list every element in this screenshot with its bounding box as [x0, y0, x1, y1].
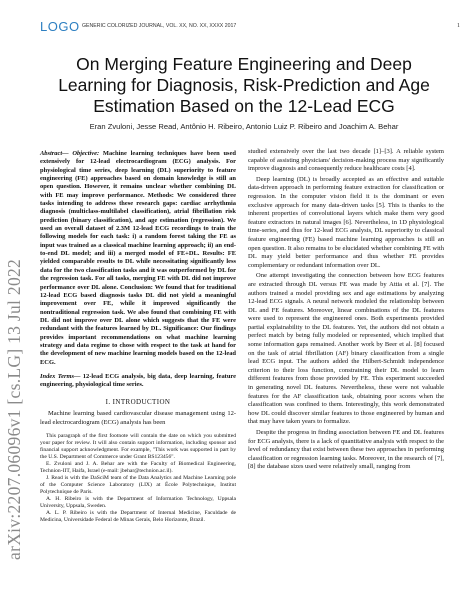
- section-heading: I. INTRODUCTION: [105, 397, 171, 406]
- index-terms-label: Index Terms—: [40, 372, 81, 380]
- index-terms-text: 12-lead ECG analysis, big data, deep learning, feature engineering, physiological time series.: [40, 372, 237, 389]
- running-header: [40, 19, 464, 36]
- footnote: E. Zvuloni and J. A. Behar are with the Faculty of Biomedical Engineering, Technion-IIT, Haifa, Israel (e-mail: jbehar@technion.ac.il).: [40, 461, 236, 475]
- page-number: 1: [457, 23, 460, 29]
- abstract-label: Abstract— Objective:: [40, 150, 100, 157]
- footnote: This paragraph of the first footnote will contain the date on which you submitted your paper for review. It will also contain support information, including sponsor and financial support acknowledgment. For example, "This work was supported in part by the U.S. Department of Commerce under Grant BS123456".: [40, 433, 236, 461]
- journal-line: GENERIC COLORIZED JOURNAL, VOL. XX, NO. XX, XXXX 2017: [82, 23, 237, 29]
- body-paragraph: studied extensively over the last two decade [1]–[3]. A reliable system capable of assisting physicians' decision-making process may significantly improve diagnosis and consequently reduce healthcare costs [4].: [248, 148, 444, 173]
- footnotes: [40, 433, 236, 524]
- journal-logo: LOGO: [40, 19, 80, 34]
- paper-title: On Merging Feature Engineering and Deep Learning for Diagnosis, Risk-Prediction and Age Estimation Based on the 12-Lead ECG: [58, 54, 430, 116]
- body-paragraph: Despite the progress in finding association between FE and DL features for ECG analysis, there is a lack of quantitative analysis with respect to the level of redundancy that exist between these two approaches in performing classification or regression learning tasks. Moreover, in the research of [7], [8] the database sizes used were relatively small, ranging from: [248, 429, 444, 471]
- abstract: [40, 150, 236, 367]
- footnote: A. H. Ribeiro is with the Department of Information Technology, Uppsala University, Uppsala, Sweden.: [40, 496, 236, 510]
- arxiv-identifier: arXiv:2207.06096v1 [cs.LG] 13 Jul 2022: [4, 258, 24, 560]
- footnote: J. Read is with the DaSciM team of the Data Analytics and Machine Learning pole of the Computer Science Laboratory (LIX) at École Polytechnique, Institut Polytechnique de Paris.: [40, 475, 236, 496]
- index-terms: [40, 373, 236, 390]
- left-column: [40, 150, 236, 524]
- intro-paragraph: Machine learning based cardiovascular disease management using 12-lead electrocardiogram (ECG) analysis has been: [40, 410, 236, 426]
- footnote: A. L. P. Ribeiro is with the Department of Internal Medicine, Faculdade de Medicina, Universidade Federal de Minas Gerais, Belo Horizonte, Brazil.: [40, 510, 236, 524]
- right-column: [248, 148, 444, 472]
- abstract-text: Machine learning techniques have been used extensively for 12-lead electrocardiogram (ECG) analysis. For physiological time series, deep learning (DL) superiority to feature engineering (FE) approaches based on domain knowledge is still an open question. However, it remains unclear whether combining DL with FE may improve performance. Methods: We considered three tasks intending to address these research gaps: cardiac arrhythmia diagnosis (multiclass-multilabel classification), atrial fibrillation risk prediction (binary classification), and age estimation (regression). We used an overall dataset of 2.3M 12-lead ECG recordings to train the following models for each task: i) a random forest taking the FE as input was trained as a classical machine learning approach; ii) an end-to-end DL model; and iii) a merged model of FE+DL. Results: FE yielded comparable results to DL while necessitating significantly less data for the two classification tasks and it was outperformed by DL for the regression task. For all tasks, merging FE with DL did not improve performance over DL alone. Conclusion: We found that for traditional 12-lead ECG based diagnosis tasks DL did not yield a meaningful improvement over FE, while it improved significantly the nontraditional regression task. We also found that combining FE with DL did not improve over DL alone which suggests that the FE were redundant with the features learned by DL. Significance: Our findings provides important recommendations on what machine learning strategy and data regime to chose with respect to the task at hand for the development of new machine learning models based on the 12-lead ECG.: [40, 150, 237, 366]
- body-paragraph: Deep learning (DL) is broadly accepted as an effective and suitable data-driven approach in performing feature extraction for classification or regression. In the computer vision field it is the dominant or even exclusive approach for many data-driven tasks [5]. This is thanks to the inherent properties of convolutional layers which make them very good feature extractors in natural images [6]. Nevertheless, in 1D physiological time-series, and thus for 12-lead ECG analysis, DL superiority to classical feature engineering (FE) based machine learning approaches is still an open question. It also remains to be elucidated whether combining FE with DL may yield better performance and thus whether FE provides complementary or redundant information over DL.: [248, 175, 444, 269]
- paper-authors: Eran Zvuloni, Jesse Read, Antônio H. Ribeiro, Antonio Luiz P. Ribeiro and Joachim A. Behar: [89, 122, 399, 131]
- body-paragraph: One attempt investigating the connection between how ECG features are extracted through DL versus FE was made by Attia et al. [7]. The authors trained a model providing sex and age estimations by analyzing 12-lead ECG signals. A neural network modeled the relationship between DL and FE features. Moreover, linear combinations of the DL features were used to represent the engineered ones. Both experiments provided partial explainability to the DL features. Yet, the authors did not obtain a perfect match by being fully modeled or represented, which implied that some information gaps remained. Another work by Beer et al. [8] focused on the task of atrial fibrillation (AF) binary classification from a single lead ECG input. The authors added the Hilbert-Schmidt independence criterion to their loss function, constraining their DL model to learn different features from those provided by FE. This experiment succeeded in generating novel DL features. Nevertheless, these were not valuable features for the AF classification task, obtaining poor scores when the classification was confined to them. Interestingly, this work demonstrated how DL could discover similar features to those engineered by human and that may have taken years to formalize.: [248, 272, 444, 426]
